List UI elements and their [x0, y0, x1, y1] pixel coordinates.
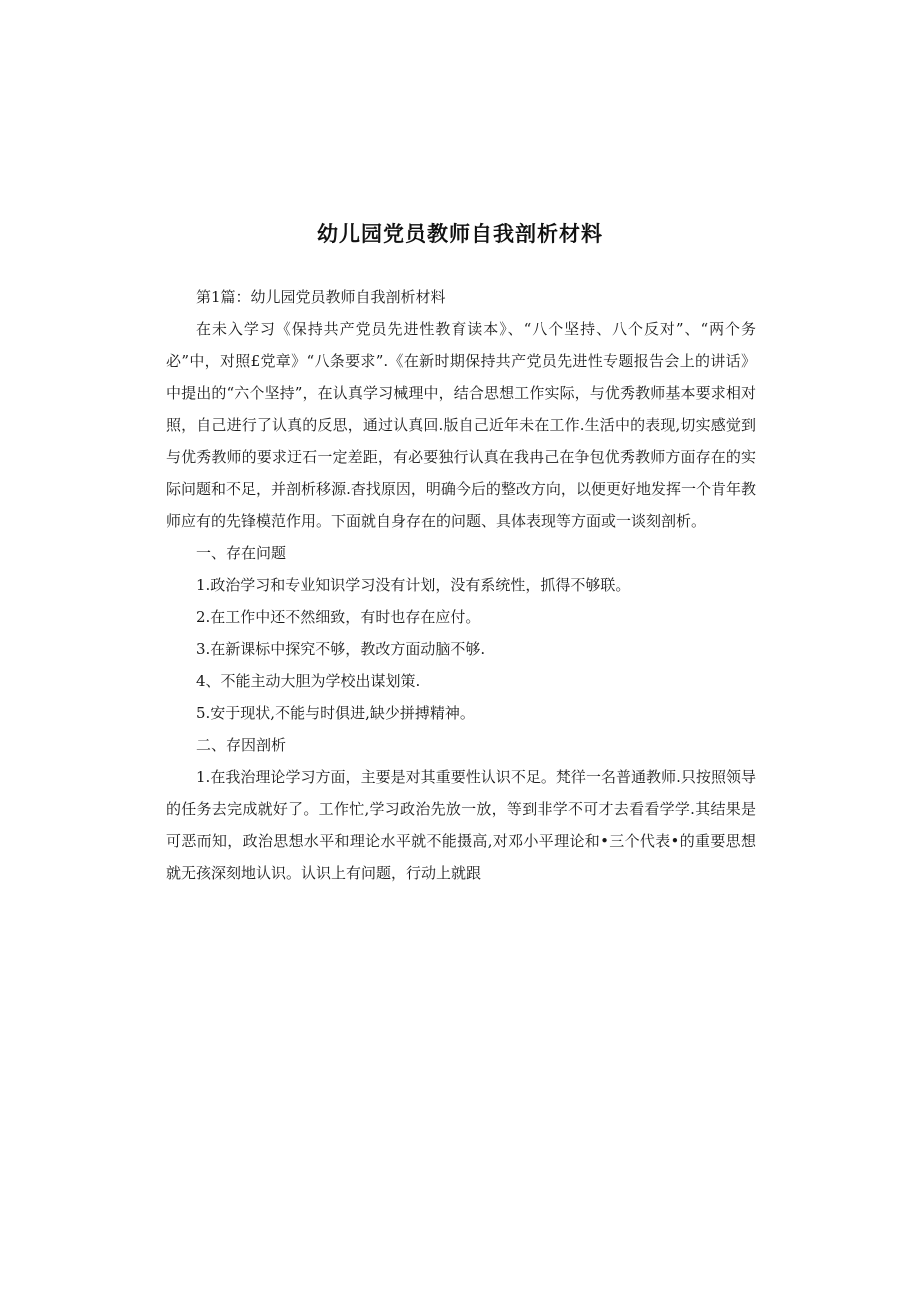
problem-item-4: 4、不能主动大胆为学校出谋划策.: [196, 672, 421, 690]
problem-item-2: 2.在工作中还不然细致，有时也存在应付。: [196, 608, 481, 626]
problem-item-5: 5.安于现状,不能与时俱进,缺少拼搏精神。: [196, 704, 475, 722]
intro-paragraph: 在未入学习《保持共产党员先进性教育读本》、“八个坚持、八个反对”、“两个务必”中，对照£党章》“八条要求”.《在新时期保持共产党员先进性专题报告会上的讲话》中提出的“六个坚持”，在认真学习械理中，结合思想工作实际，与优秀教师基本要求相对照，自己进行了认真的反思，通过认真回.版自己近年未在工作.生活中的表现,切实感觉到与优秀教师的要求迂石一定差距，有必要独行认真在我冉己在争包优秀教师方面存在的实际问题和不足，并剖析移源.杳找原因，明确今后的整改方向，以便更好地发挥一个肯年教师应有的先锋模范作用。下面就自身存在的问题、具体表现等方面或一谈刻剖析。: [166, 320, 756, 530]
document-title: 幼儿园党员教师自我剖析材料: [317, 222, 603, 246]
section-heading-part1: 第1篇：幼儿园党员教师自我剖析材料: [196, 288, 446, 306]
document-body: [166, 281, 756, 889]
section-heading-analysis: 二、存因剖析: [196, 736, 287, 754]
analysis-item-1: 1.在我治理论学习方面，主要是对其重要性认识不足。梵徉一名普通教师.只按照领导的任务去完成就好了。工作忙,学习政治先放一放，等到非学不可才去看看学学.其结果是可恶而知，政治思想水平和理论水平就不能摄高,对邓小平理论和•三个代表•的重要思想就无孩深刻地认识。认识上有问题，行动上就跟: [166, 768, 756, 882]
problem-item-1: 1.政治学习和专业知识学习没有计划，没有系统性，抓得不够联。: [196, 576, 631, 594]
section-heading-problems: 一、存在问题: [196, 544, 287, 562]
problem-item-3: 3.在新课标中探究不够，教改方面动脑不够.: [196, 640, 486, 658]
